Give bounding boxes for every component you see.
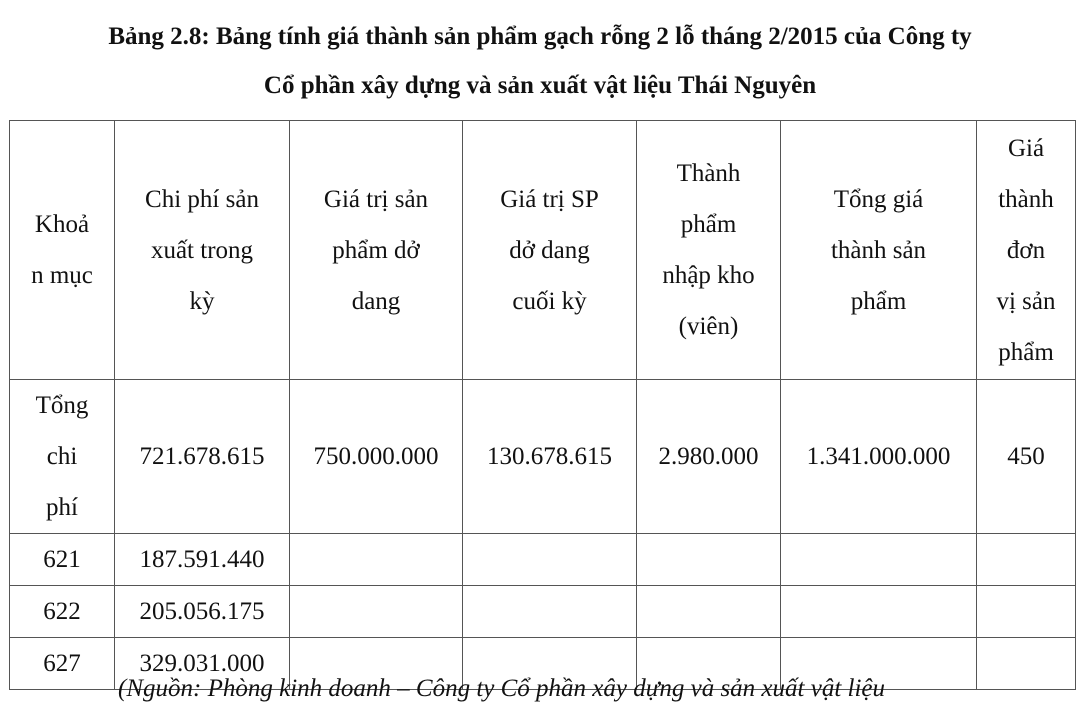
- header-cell-ending-wip-value: Giá trị SP dở dang cuối kỳ: [463, 121, 637, 380]
- total-ending-wip-value: 130.678.615: [463, 380, 637, 534]
- table-caption-line-1: Bảng 2.8: Bảng tính giá thành sản phẩm gạch rỗng 2 lỗ tháng 2/2015 của Công ty: [108, 23, 972, 50]
- table-row: [10, 534, 1076, 586]
- source-note: (Nguồn: Phòng kinh doanh – Công ty Cổ phần xây dựng và sản xuất vật liệu: [118, 675, 886, 702]
- empty-cell: [463, 586, 637, 638]
- header-cell-unit-cost: Giá thành đơn vị sản phẩm: [977, 121, 1076, 380]
- header-cell-wip-value: Giá trị sản phẩm dở dang: [290, 121, 463, 380]
- account-code: 627: [10, 638, 115, 690]
- account-production-cost: 329.031.000: [115, 638, 290, 690]
- empty-cell: [290, 534, 463, 586]
- account-production-cost: 187.591.440: [115, 534, 290, 586]
- header-cell-finished-goods: Thành phẩm nhập kho (viên): [637, 121, 781, 380]
- header-cell-production-cost: Chi phí sản xuất trong kỳ: [115, 121, 290, 380]
- total-production-cost: 721.678.615: [115, 380, 290, 534]
- total-wip-value: 750.000.000: [290, 380, 463, 534]
- empty-cell: [290, 586, 463, 638]
- total-finished-goods: 2.980.000: [637, 380, 781, 534]
- account-production-cost: 205.056.175: [115, 586, 290, 638]
- table-row-total: [10, 380, 1076, 534]
- cost-table: [9, 120, 1076, 690]
- empty-cell: [977, 534, 1076, 586]
- header-cell-total-cost: Tổng giá thành sản phẩm: [781, 121, 977, 380]
- header-cell-item: Khoả n mục: [10, 121, 115, 380]
- empty-cell: [781, 534, 977, 586]
- empty-cell: [637, 586, 781, 638]
- empty-cell: [977, 586, 1076, 638]
- empty-cell: [977, 638, 1076, 690]
- empty-cell: [637, 534, 781, 586]
- empty-cell: [781, 586, 977, 638]
- account-code: 621: [10, 534, 115, 586]
- table-row: [10, 586, 1076, 638]
- empty-cell: [463, 534, 637, 586]
- total-unit-cost: 450: [977, 380, 1076, 534]
- total-cost-value: 1.341.000.000: [781, 380, 977, 534]
- account-code: 622: [10, 586, 115, 638]
- table-caption-line-2: Cổ phần xây dựng và sản xuất vật liệu Thái Nguyên: [263, 72, 817, 99]
- table-header-row: [10, 121, 1076, 380]
- total-row-label: Tổng chi phí: [10, 380, 115, 534]
